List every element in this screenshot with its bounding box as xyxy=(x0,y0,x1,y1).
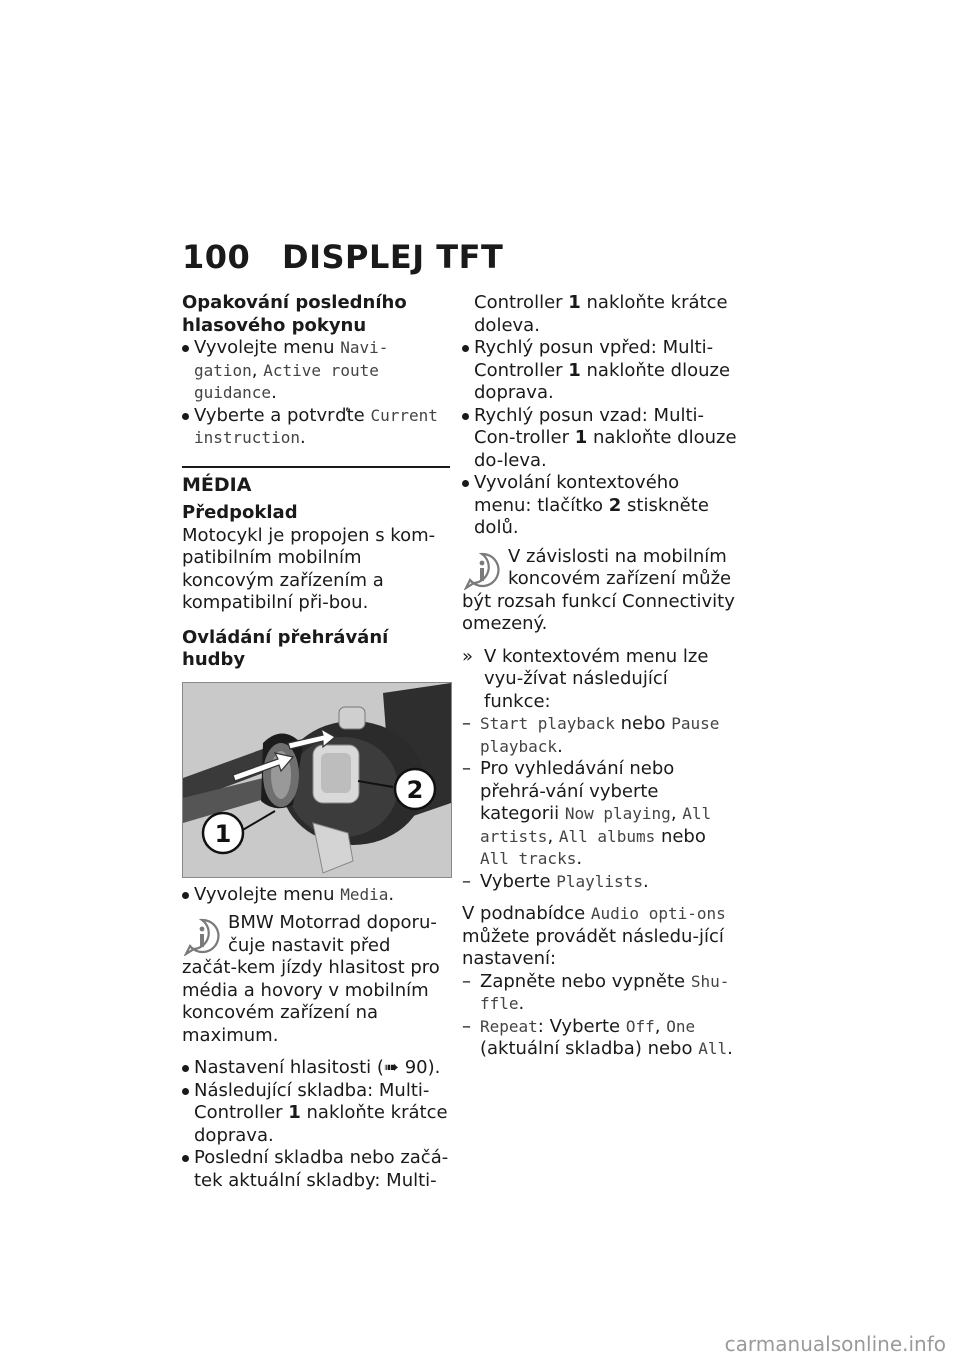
info-note xyxy=(462,546,740,636)
list-item: – Pro vyhledávání nebo přehrá-vání vyberte kategorii Now playing, All artists, All albums nebo All tracks. xyxy=(462,758,712,869)
list-item: Rychlý posun vzad: Multi-Con-troller 1 nakloňte dlouze do-leva. xyxy=(462,405,740,473)
submenu-paragraph: V podnabídce Audio opti-ons můžete provádět následu-jící nastavení: xyxy=(462,903,726,969)
list-item: » V kontextovém menu lze vyu-žívat následující funkce: xyxy=(462,645,709,712)
precondition-text: Motocykl je propojen s kom-patibilním mobilním koncovým zařízením a kompatibilní při-bou. xyxy=(182,524,436,613)
list-item: – Repeat: Vyberte Off, One (aktuální skladba) nebo All. xyxy=(462,1015,733,1059)
bullet-icon xyxy=(462,345,469,352)
left-column xyxy=(182,292,450,1192)
list-item: Vyvolejte menu Media. xyxy=(182,884,450,907)
bullet-icon xyxy=(182,1155,189,1162)
result-marker: » xyxy=(462,645,474,667)
info-note-text: V závislosti na mobilním koncovém zařízení může být rozsah funkcí Connectivity omezený. xyxy=(462,545,735,634)
bullet-icon xyxy=(182,892,189,899)
info-note xyxy=(182,912,450,1047)
bullet-icon xyxy=(182,345,189,352)
repeat-heading: Opakování posledního hlasového pokynu xyxy=(182,292,407,336)
figure-label-2: 2 xyxy=(406,775,424,804)
section-heading-media: MÉDIA xyxy=(182,466,450,497)
bullet-icon xyxy=(182,1065,189,1072)
info-note-text: BMW Motorrad doporu-čuje nastavit před začát-kem jízdy hlasitost pro média a hovory v mobilním koncovém zařízení na maximum. xyxy=(182,912,440,1046)
bullet-icon xyxy=(462,413,469,420)
list-item: Poslední skladba nebo začá-tek aktuální skladby: Multi- xyxy=(182,1147,450,1192)
list-item: – Vyberte Playlists. xyxy=(462,870,649,892)
dash-marker: – xyxy=(462,713,471,734)
list-item: Vyvolejte menu Navi- gation, Active route guidance. xyxy=(182,337,450,405)
list-item: – Zapněte nebo vypněte Shu-ffle. xyxy=(462,970,730,1014)
list-item: Vyberte a potvrďte Current instruction. xyxy=(182,405,450,450)
list-item: Rychlý posun vpřed: Multi-Controller 1 nakloňte dlouze doprava. xyxy=(462,337,740,405)
dash-marker: – xyxy=(462,758,471,779)
info-icon xyxy=(182,916,222,956)
dash-marker: – xyxy=(462,870,471,892)
bullet-icon xyxy=(182,413,189,420)
control-heading: Ovládání přehrávání hudby xyxy=(182,626,389,670)
page-header xyxy=(182,238,504,282)
list-item: Vyvolání kontextového menu: tlačítko 2 stiskněte dolů. xyxy=(462,472,740,540)
page-number: 100 xyxy=(182,238,251,276)
handlebar-controls-figure xyxy=(182,682,452,878)
list-item: Následující skladba: Multi-Controller 1 nakloňte krátce doprava. xyxy=(182,1080,450,1148)
page-title: DISPLEJ TFT xyxy=(282,238,504,276)
list-item-continued: Controller 1 nakloňte krátce doleva. xyxy=(474,292,728,336)
dash-marker: – xyxy=(462,970,471,992)
info-icon xyxy=(462,550,502,590)
reference-arrow-icon: ➠ xyxy=(383,1057,399,1078)
bullet-icon xyxy=(462,480,469,487)
dash-marker: – xyxy=(462,1015,471,1037)
precondition-heading: Předpoklad xyxy=(182,502,298,523)
list-item: Nastavení hlasitosti (➠ 90). xyxy=(182,1057,450,1080)
right-column xyxy=(462,292,740,1061)
page-reference[interactable]: 90 xyxy=(404,1057,428,1078)
list-item: – Start playback nebo Pause playback. xyxy=(462,713,720,757)
figure-label-1: 1 xyxy=(214,819,232,848)
bullet-icon xyxy=(182,1088,189,1095)
handlebar-illustration xyxy=(183,683,451,877)
footer-watermark[interactable]: carmanualsonline.info xyxy=(724,1332,946,1356)
